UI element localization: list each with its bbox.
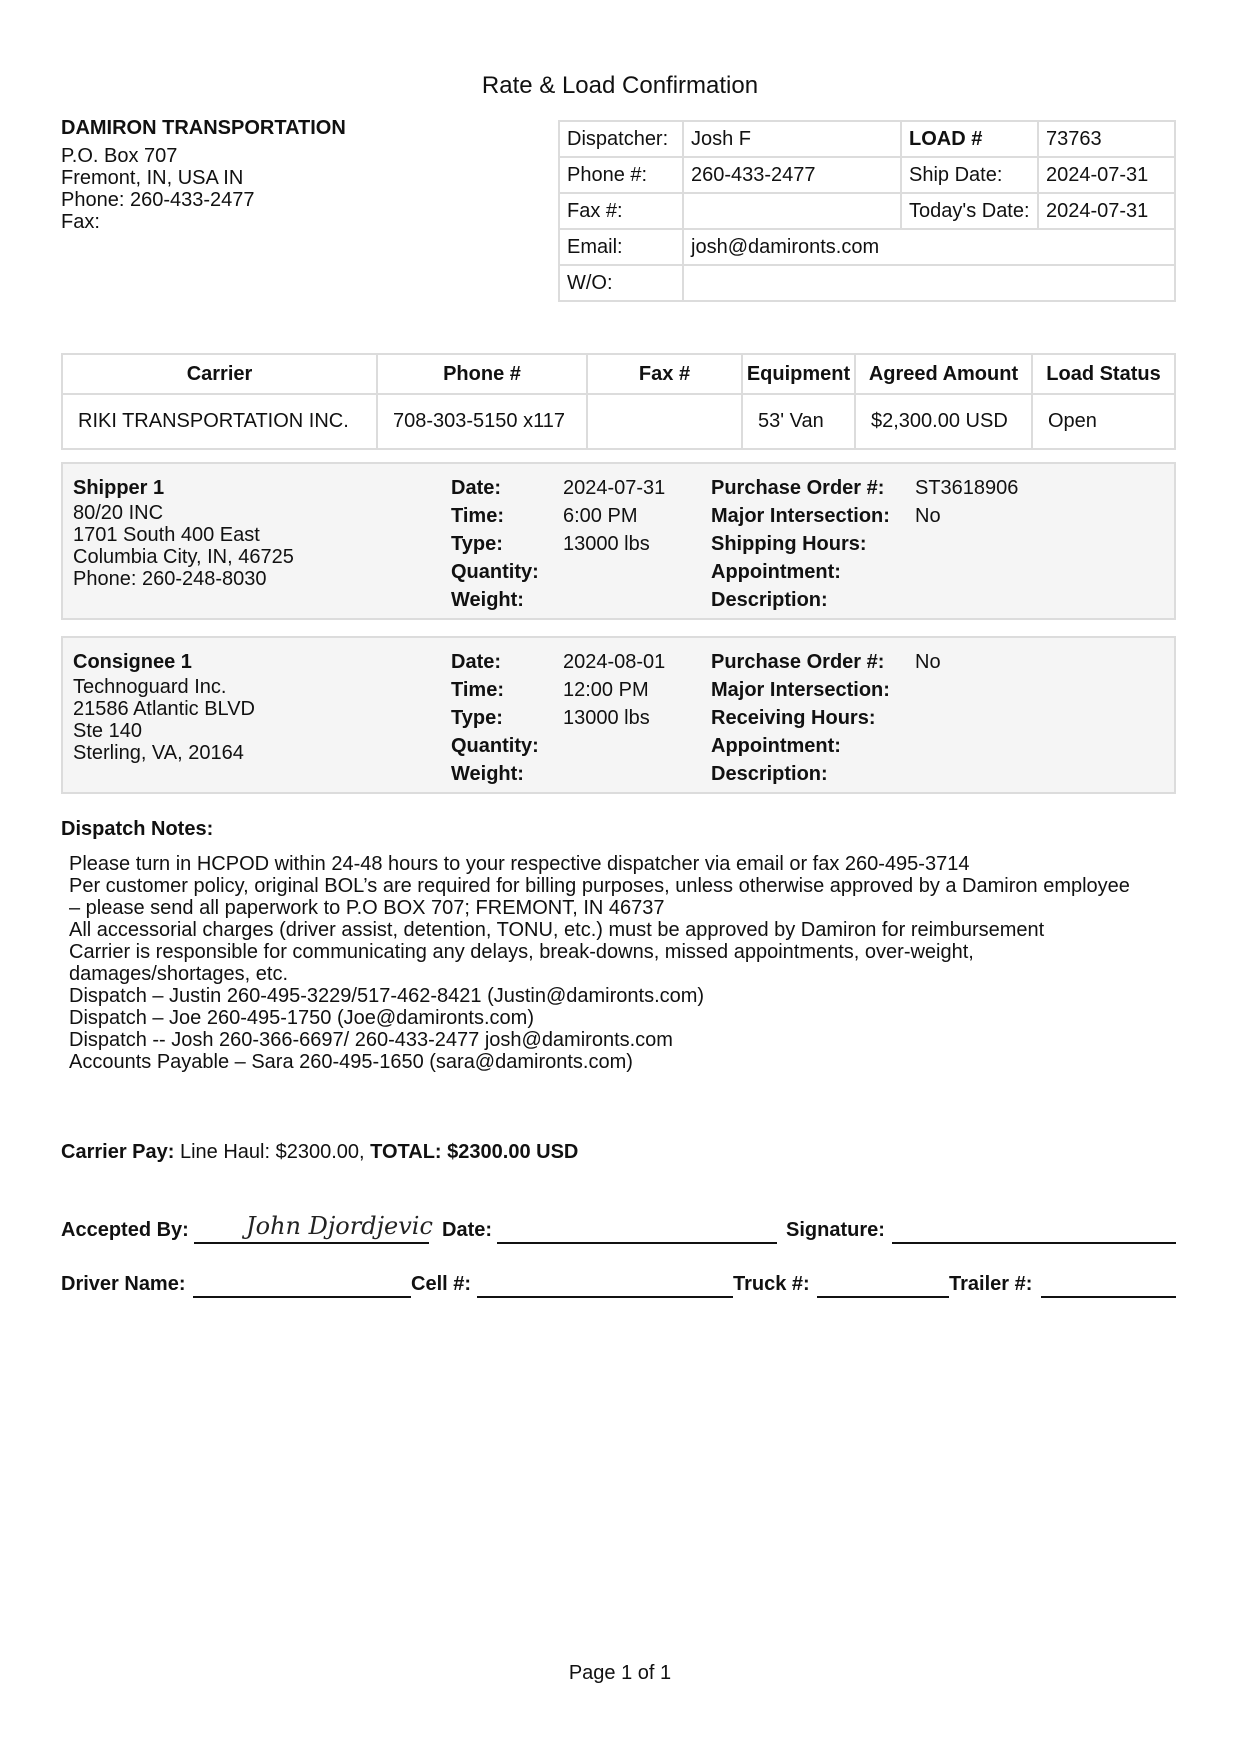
handwritten-signature [241,1200,433,1250]
trailer-line[interactable] [1041,1296,1176,1298]
note-line: All accessorial charges (driver assist, detention, TONU, etc.) must be approved by Damiron for reimbursement [69,919,1045,941]
acceptance-row [61,1206,1176,1246]
weight-value: 13000 lbs [563,533,650,555]
work-order-value [683,265,1175,301]
shipper-phone: Phone: 260-248-8030 [73,568,267,590]
date-line[interactable] [497,1242,777,1244]
weight-label: Weight: [451,763,524,785]
load-number-label: LOAD # [901,121,1038,157]
shipper-labels-2 [711,474,890,614]
column-header: Phone # [377,354,587,394]
note-line: Please turn in HCPOD within 24-48 hours to your respective dispatcher via email or fax 260-495-3714 [69,853,970,875]
time-value: 6:00 PM [563,505,638,527]
work-order-label: W/O: [559,265,683,301]
shipper-values-2 [915,474,1115,530]
note-line: Dispatch – Justin 260-495-3229/517-462-8421 (Justin@damironts.com) [69,985,705,1007]
dispatcher-info-table [558,120,1176,302]
load-number-value: 73763 [1038,121,1175,157]
svg-text:John Djordjevic: John Djordjevic [246,1212,433,1240]
line-haul: Line Haul: $2300.00, [179,1141,365,1163]
email-value: josh@damironts.com [683,229,1175,265]
driver-name-label: Driver Name: [61,1273,186,1295]
receiving-hours-label: Receiving Hours: [711,707,876,729]
company-address-line: P.O. Box 707 [61,145,178,167]
time-value: 12:00 PM [563,679,649,701]
todays-date-value: 2024-07-31 [1038,193,1175,229]
truck-line[interactable] [817,1296,949,1298]
shipper-values [563,474,683,558]
shipper-address [73,474,294,590]
major-intersection-label: Major Intersection: [711,679,890,701]
column-header: Equipment [742,354,855,394]
page-number: Page 1 of 1 [568,1662,672,1684]
ship-date-value: 2024-07-31 [1038,157,1175,193]
signature-line[interactable] [892,1242,1176,1244]
consignee-title: Consignee 1 [73,651,192,673]
shipper-address-line: Columbia City, IN, 46725 [73,546,294,568]
fax-value [683,193,901,229]
carrier-name-cell: RIKI TRANSPORTATION INC. [62,394,377,449]
quantity-label: Quantity: [451,561,539,583]
document-title: Rate & Load Confirmation [481,72,759,99]
column-header: Fax # [587,354,742,394]
note-line: damages/shortages, etc. [69,963,289,985]
consignee-box [61,636,1176,794]
table-row [62,394,1175,449]
purchase-order-label: Purchase Order #: [711,651,885,673]
carrier-pay [61,1141,578,1164]
company-phone: Phone: 260-433-2477 [61,189,255,211]
carrier-table-header-row [62,354,1175,394]
company-name: DAMIRON TRANSPORTATION [61,117,346,139]
shipping-hours-label: Shipping Hours: [711,533,867,555]
date-value: 2024-08-01 [563,651,666,673]
consignee-address [73,648,255,764]
weight-value: 13000 lbs [563,707,650,729]
date-label: Date: [451,651,502,673]
note-line: Per customer policy, original BOL’s are required for billing purposes, unless otherwise approved by a Damiron employee [69,875,1130,897]
consignee-labels-2 [711,648,890,788]
dispatcher-value: Josh F [683,121,901,157]
shipper-address-line: 1701 South 400 East [73,524,260,546]
date-label: Date: [451,477,502,499]
ship-date-label: Ship Date: [901,157,1038,193]
description-label: Description: [711,763,828,785]
column-header: Carrier [62,354,377,394]
company-block [61,117,346,233]
purchase-order-value: ST3618906 [915,477,1019,499]
type-label: Type: [451,707,503,729]
truck-label: Truck #: [733,1273,810,1295]
appointment-label: Appointment: [711,735,841,757]
carrier-phone-cell: 708-303-5150 x117 [377,394,587,449]
consignee-address-line: Technoguard Inc. [73,676,227,698]
appointment-value: No [915,505,941,527]
carrier-fax-cell [587,394,742,449]
time-label: Time: [451,679,504,701]
phone-label: Phone #: [559,157,683,193]
dispatch-notes-title: Dispatch Notes: [61,818,214,840]
shipper-box [61,462,1176,620]
consignee-values-2 [915,648,1115,676]
equipment-cell: 53' Van [742,394,855,449]
todays-date-label: Today's Date: [901,193,1038,229]
description-label: Description: [711,589,828,611]
email-label: Email: [559,229,683,265]
weight-label: Weight: [451,589,524,611]
dispatch-notes [69,853,1159,1073]
consignee-labels [451,648,539,788]
note-line: Dispatch – Joe 260-495-1750 (Joe@damironts.com) [69,1007,534,1029]
consignee-address-line: Sterling, VA, 20164 [73,742,244,764]
accepted-by-label: Accepted By: [61,1219,189,1241]
cell-line[interactable] [477,1296,733,1298]
phone-value: 260-433-2477 [683,157,901,193]
company-address-line: Fremont, IN, USA IN [61,167,244,189]
trailer-label: Trailer #: [949,1273,1033,1295]
driver-row [61,1260,1176,1300]
consignee-values [563,648,683,732]
consignee-address-line: Ste 140 [73,720,142,742]
company-fax: Fax: [61,211,100,233]
shipper-labels [451,474,539,614]
consignee-address-line: 21586 Atlantic BLVD [73,698,255,720]
quantity-label: Quantity: [451,735,539,757]
purchase-order-label: Purchase Order #: [711,477,885,499]
load-status-cell: Open [1032,394,1175,449]
pay-total: TOTAL: $2300.00 USD [370,1141,579,1163]
column-header: Agreed Amount [855,354,1032,394]
type-label: Type: [451,533,503,555]
appointment-value: No [915,651,941,673]
appointment-label: Appointment: [711,561,841,583]
date-value: 2024-07-31 [563,477,666,499]
agreed-amount-cell: $2,300.00 USD [855,394,1032,449]
carrier-pay-label: Carrier Pay: [61,1141,175,1163]
note-line: Accounts Payable – Sara 260-495-1650 (sara@damironts.com) [69,1051,633,1073]
date-label: Date: [442,1219,493,1241]
carrier-table [61,353,1176,450]
signature-label: Signature: [786,1219,885,1241]
cell-label: Cell #: [411,1273,472,1295]
major-intersection-label: Major Intersection: [711,505,890,527]
shipper-address-line: 80/20 INC [73,502,164,524]
note-line: Carrier is responsible for communicating any delays, break-downs, missed appointments, over-weight, [69,941,974,963]
fax-label: Fax #: [559,193,683,229]
shipper-title: Shipper 1 [73,477,165,499]
time-label: Time: [451,505,504,527]
note-line: Dispatch -- Josh 260-366-6697/ 260-433-2477 josh@damironts.com [69,1029,673,1051]
dispatcher-label: Dispatcher: [559,121,683,157]
column-header: Load Status [1032,354,1175,394]
note-line: – please send all paperwork to P.O BOX 707; FREMONT, IN 46737 [69,897,665,919]
driver-name-line[interactable] [193,1296,411,1298]
